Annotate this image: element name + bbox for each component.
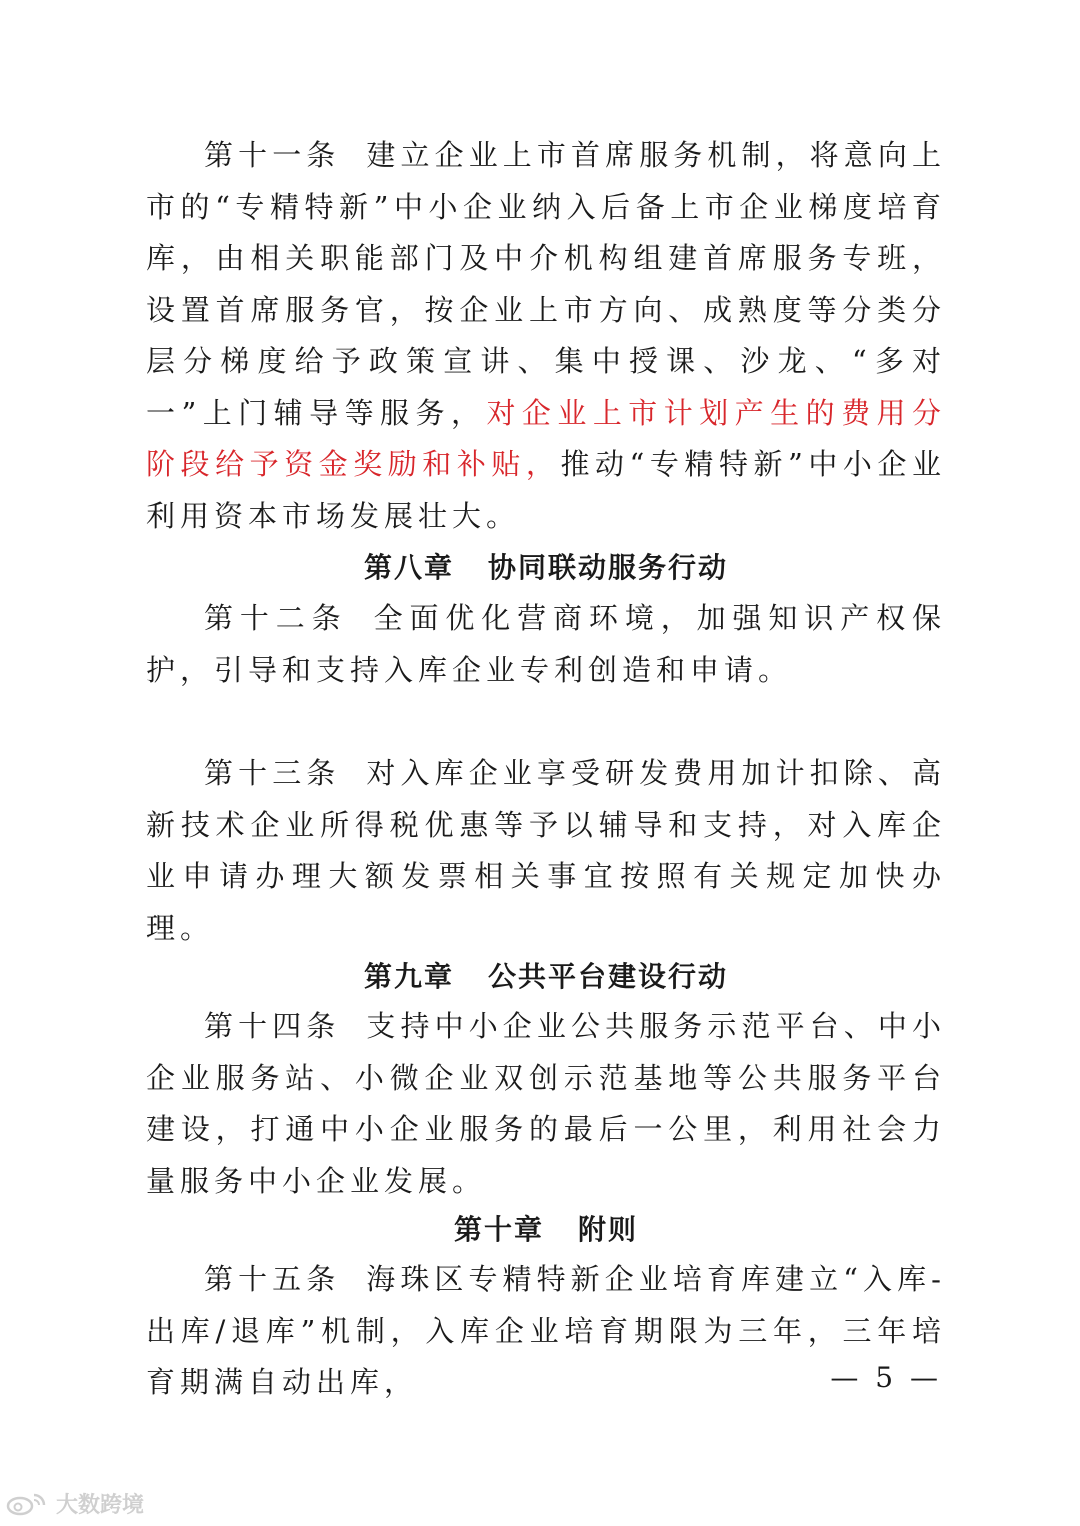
chapter-10-number: 第十章 [453,1213,544,1246]
chapter-8-heading [146,546,946,586]
article-12-text: 全面优化营商环境，加强知识产权保护，引导和支持入库企业专利创造和申请。 [146,601,946,687]
article-13-text: 对入库企业享受研发费用加计扣除、高新技术企业所得税优惠等予以辅导和支持，对入库企业申请办理大额发票相关事宜按照有关规定加快办理。 [146,756,946,945]
article-11-label: 第十一条 [204,138,341,172]
watermark-text: 大数跨境 [56,1493,145,1518]
article-12 [146,593,946,696]
article-11-highlight: 对企业上市计划产生的费用分阶段给予资金奖励和补贴， [146,395,946,481]
chapter-9-title: 公共平台建设行动 [488,960,729,993]
article-11-text-after: 推动“专精特新”中小企业利用资本市场发展壮大。 [146,447,946,533]
article-15-text: 海珠区专精特新企业培育库建立“入库-出库/退库”机制，入库企业培育期限为三年，三年培育期满自动出库， [146,1262,946,1399]
chapter-10-title: 附则 [578,1213,639,1246]
article-13 [146,748,946,954]
chapter-9-heading [146,955,946,995]
article-12-label: 第十二条 [204,601,348,635]
weibo-logo-icon [6,1491,50,1517]
article-13-label: 第十三条 [204,756,341,790]
chapter-8-title: 协同联动服务行动 [488,551,729,584]
article-11 [146,130,946,542]
article-14-text: 支持中小企业公共服务示范平台、中小企业服务站、小微企业双创示范基地等公共服务平台建设，打通中小企业服务的最后一公里，利用社会力量服务中小企业发展。 [146,1009,946,1198]
article-15-label: 第十五条 [204,1262,341,1296]
chapter-9-number: 第九章 [363,960,454,993]
watermark [6,1488,144,1519]
article-14 [146,1001,946,1207]
article-14-label: 第十四条 [204,1009,341,1043]
article-11-text-before: 建立企业上市首席服务机制，将意向上市的“专精特新”中小企业纳入后备上市企业梯度培育库，由相关职能部门及中介机构组建首席服务专班，设置首席服务官，按企业上市方向、成熟度等分类分层分梯度给予政策宣讲、集中授课、沙龙、“多对一”上门辅导等服务， [146,138,946,430]
chapter-8-number: 第八章 [363,551,454,584]
article-15 [146,1254,946,1409]
page-number: — 5 — [830,1361,942,1394]
chapter-10-heading [146,1208,946,1248]
